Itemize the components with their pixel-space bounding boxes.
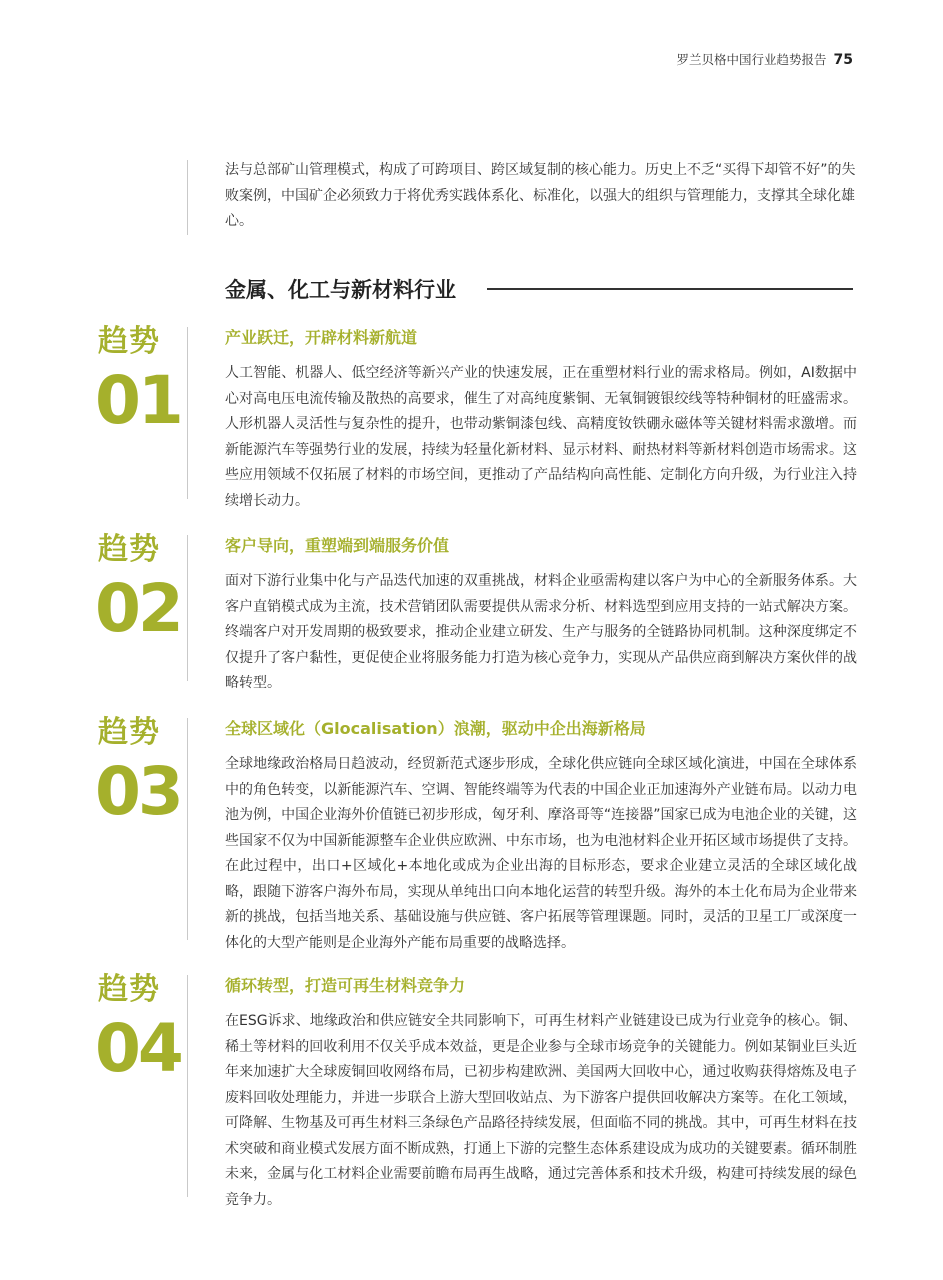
trend-body: 在ESG诉求、地缘政治和供应链安全共同影响下，可再生材料产业链建设已成为行业竞争的核心。铜、稀土等材料的回收利用不仅关乎成本效益，更是企业参与全球市场竞争的关键能力。例如某铜业巨头近年来加速扩大全球废铜回收网络布局，已初步构建欧洲、美国两大回收中心，通过收购获得熔炼及电子废料回收处理能力，并进一步联合上游大型回收站点、为下游客户提供回收解决方案等。在化工领域，可降解、生物基及可再生材料三条绿色产品路径持续发展，但面临不同的挑战。其中，可再生材料在技术突破和商业模式发展方面不断成熟，打通上下游的完整生态体系建设成为成功的关键要素。循环制胜未来，金属与化工材料企业需要前瞻布局再生战略，通过完善体系和技术升级，构建可持续发展的绿色竞争力。 [225,1013,857,1208]
trend-label [95,530,181,647]
trend-word: 趋势 [98,715,160,750]
trend-word: 趋势 [98,532,160,567]
page-number: 75 [833,52,853,68]
section-title-rule [487,288,853,290]
trend-label [95,322,181,439]
trend-number: 03 [95,753,181,830]
trend-word: 趋势 [98,972,160,1007]
section-title: 金属、化工与新材料行业 [225,278,456,302]
intro-paragraph: 法与总部矿山管理模式，构成了可跨项目、跨区域复制的核心能力。历史上不乏“买得下却管不好”的失败案例，中国矿企必须致力于将优秀实践体系化、标准化，以强大的组织与管理能力，支撑其全球化雄心。 [225,162,856,229]
trend-title: 全球区域化（Glocalisation）浪潮，驱动中企出海新格局 [225,719,646,738]
trend-body: 人工智能、机器人、低空经济等新兴产业的快速发展，正在重塑材料行业的需求格局。例如，AI数据中心对高电压电流传输及散热的高要求，催生了对高纯度紫铜、无氧铜镀银绞线等特种铜材的旺盛需求。人形机器人灵活性与复杂性的提升，也带动紫铜漆包线、高精度钕铁硼永磁体等关键材料需求激增。而新能源汽车等强势行业的发展，持续为轻量化新材料、显示材料、耐热材料等新材料创造市场需求。这些应用领域不仅拓展了材料的市场空间，更推动了产品结构向高性能、定制化方向升级，为行业注入持续增长动力。 [225,365,857,509]
trend-divider [187,975,188,1197]
trend-number: 04 [95,1010,181,1087]
trend-label [95,713,181,830]
trend-title: 循环转型，打造可再生材料竞争力 [225,976,466,995]
trend-body: 全球地缘政治格局日趋波动，经贸新范式逐步形成，全球化供应链向全球区域化演进，中国在全球体系中的角色转变，以新能源汽车、空调、智能终端等为代表的中国企业正加速海外产业链布局。以动力电池为例，中国企业海外价值链已初步形成，匈牙利、摩洛哥等“连接器”国家已成为电池企业的关键，这些国家不仅为中国新能源整车企业供应欧洲、中东市场，也为电池材料企业开拓区域市场提供了支持。在此过程中，出口+区域化+本地化或成为企业出海的目标形态，要求企业建立灵活的全球区域化战略，跟随下游客户海外布局，实现从单纯出口向本地化运营的转型升级。海外的本土化布局为企业带来新的挑战，包括当地关系、基础设施与供应链、客户拓展等管理课题。同时，灵活的卫星工厂或深度一体化的大型产能则是企业海外产能布局重要的战略选择。 [225,756,857,951]
trend-divider [187,535,188,681]
trend-title: 客户导向，重塑端到端服务价值 [225,536,450,555]
trend-word: 趋势 [98,324,160,359]
trend-title: 产业跃迁，开辟材料新航道 [225,328,418,347]
trend-number: 01 [95,362,181,439]
trend-label [95,970,181,1087]
trend-number: 02 [95,570,181,647]
trend-body: 面对下游行业集中化与产品迭代加速的双重挑战，材料企业亟需构建以客户为中心的全新服务体系。大客户直销模式成为主流，技术营销团队需要提供从需求分析、材料选型到应用支持的一站式解决方案。终端客户对开发周期的极致要求，推动企业建立研发、生产与服务的全链路协同机制。这种深度绑定不仅提升了客户黏性，更促使企业将服务能力打造为核心竞争力，实现从产品供应商到解决方案伙伴的战略转型。 [225,573,857,691]
intro-divider [187,160,188,235]
trend-divider [187,327,188,499]
trend-divider [187,718,188,940]
page-header [677,50,854,68]
report-title: 罗兰贝格中国行业趋势报告 [676,52,827,67]
